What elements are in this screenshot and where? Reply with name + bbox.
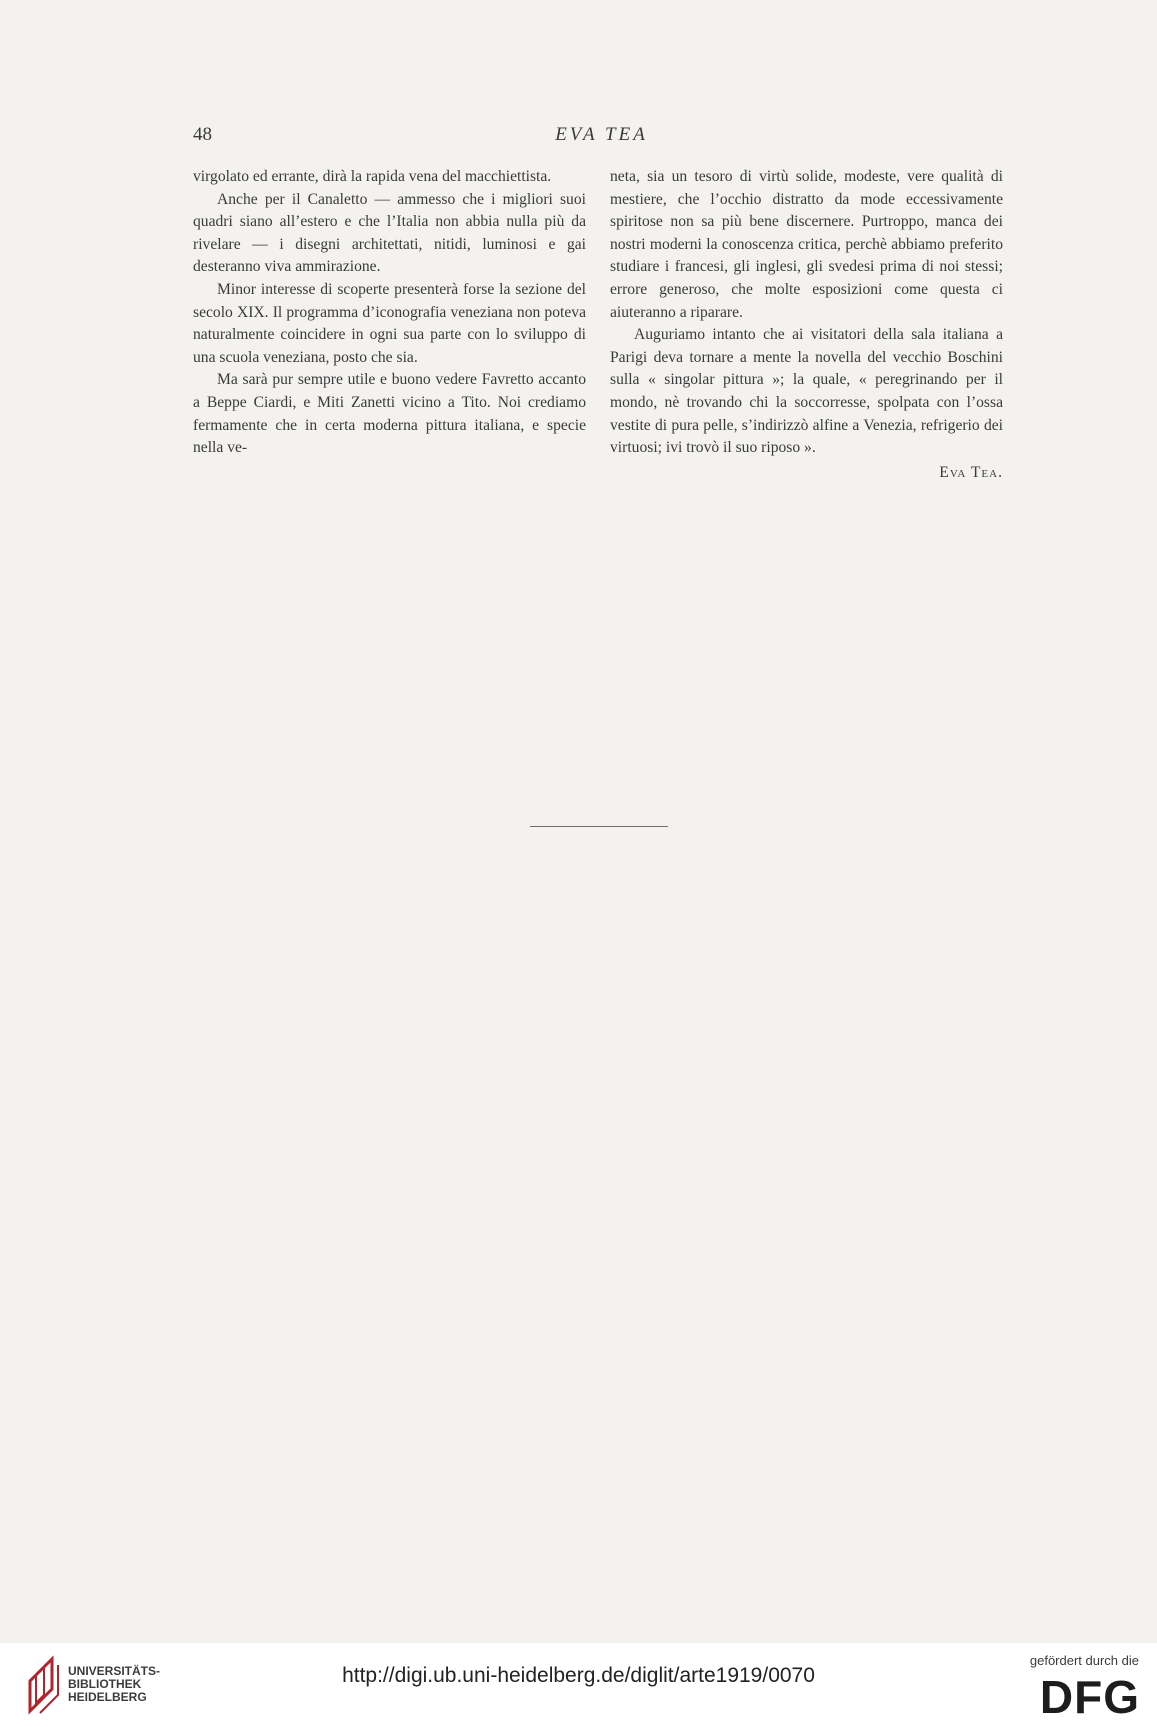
- library-name-line: HEIDELBERG: [68, 1690, 147, 1704]
- paragraph: virgolato ed errante, dirà la rapida vena del macchiettista.: [193, 168, 552, 185]
- library-name-line: BIBLIOTHEK: [68, 1677, 142, 1691]
- running-head: [193, 124, 1010, 150]
- library-name-line: UNIVERSITÄTS-: [68, 1664, 161, 1678]
- running-title: EVA TEA: [555, 124, 648, 145]
- author-signature: Eva Tea.: [939, 463, 1003, 481]
- paragraph: Anche per il Canaletto — ammesso che i migliori suoi quadri siano all’estero e che l’Italia non abbia nulla più da rivelare — i disegni architettati, nitidi, luminosi e gai desteranno viva ammirazione.: [193, 190, 586, 276]
- paragraph: Auguriamo intanto che ai visitatori della sala italiana a Parigi deva tornare a mente la novella del vecchio Boschini sulla « singolar pittura »; la quale, « peregrinando per il mondo, nè trovando chi la soccorresse, spolpata con l’ossa vestite di pura pelle, s’indirizzò alfine a Venezia, refrigerio dei virtuosi; ivi trovò il suo riposo ».: [610, 326, 1003, 457]
- paragraph: neta, sia un tesoro di virtù solide, modeste, vere qualità di mestiere, che l’occhio distratto da mode eccessivamente spiritose non sa più bene discernere. Purtroppo, manca dei nostri moderni la conoscenza critica, perchè abbiamo preferito studiare i francesi, gli inglesi, gli svedesi prima di noi stessi; errore generoso, che molte esposizioni come questa ci aiuteranno a riparare.: [610, 168, 1003, 321]
- page-number: 48: [193, 124, 212, 145]
- funding-note: gefördert durch die: [1029, 1653, 1139, 1668]
- permalink-url[interactable]: http://digi.ub.uni-heidelberg.de/diglit/arte1919/0070: [342, 1664, 815, 1687]
- section-divider: [530, 826, 668, 827]
- paragraph: Minor interesse di scoperte presenterà forse la sezione del secolo XIX. Il programma d’iconografia veneziana non poteva naturalmente coincidere in ogni sua parte con lo sviluppo di una scuola veneziana, posto che sia.: [193, 280, 586, 366]
- left-column: [193, 166, 586, 460]
- dfg-logo[interactable]: DFG: [1039, 1671, 1140, 1723]
- paragraph: Ma sarà pur sempre utile e buono vedere Favretto accanto a Beppe Ciardi, e Miti Zanetti vicino a Tito. Noi crediamo fermamente che in certa moderna pittura italiana, e specie nella ve-: [193, 371, 586, 457]
- right-column: [610, 166, 1003, 484]
